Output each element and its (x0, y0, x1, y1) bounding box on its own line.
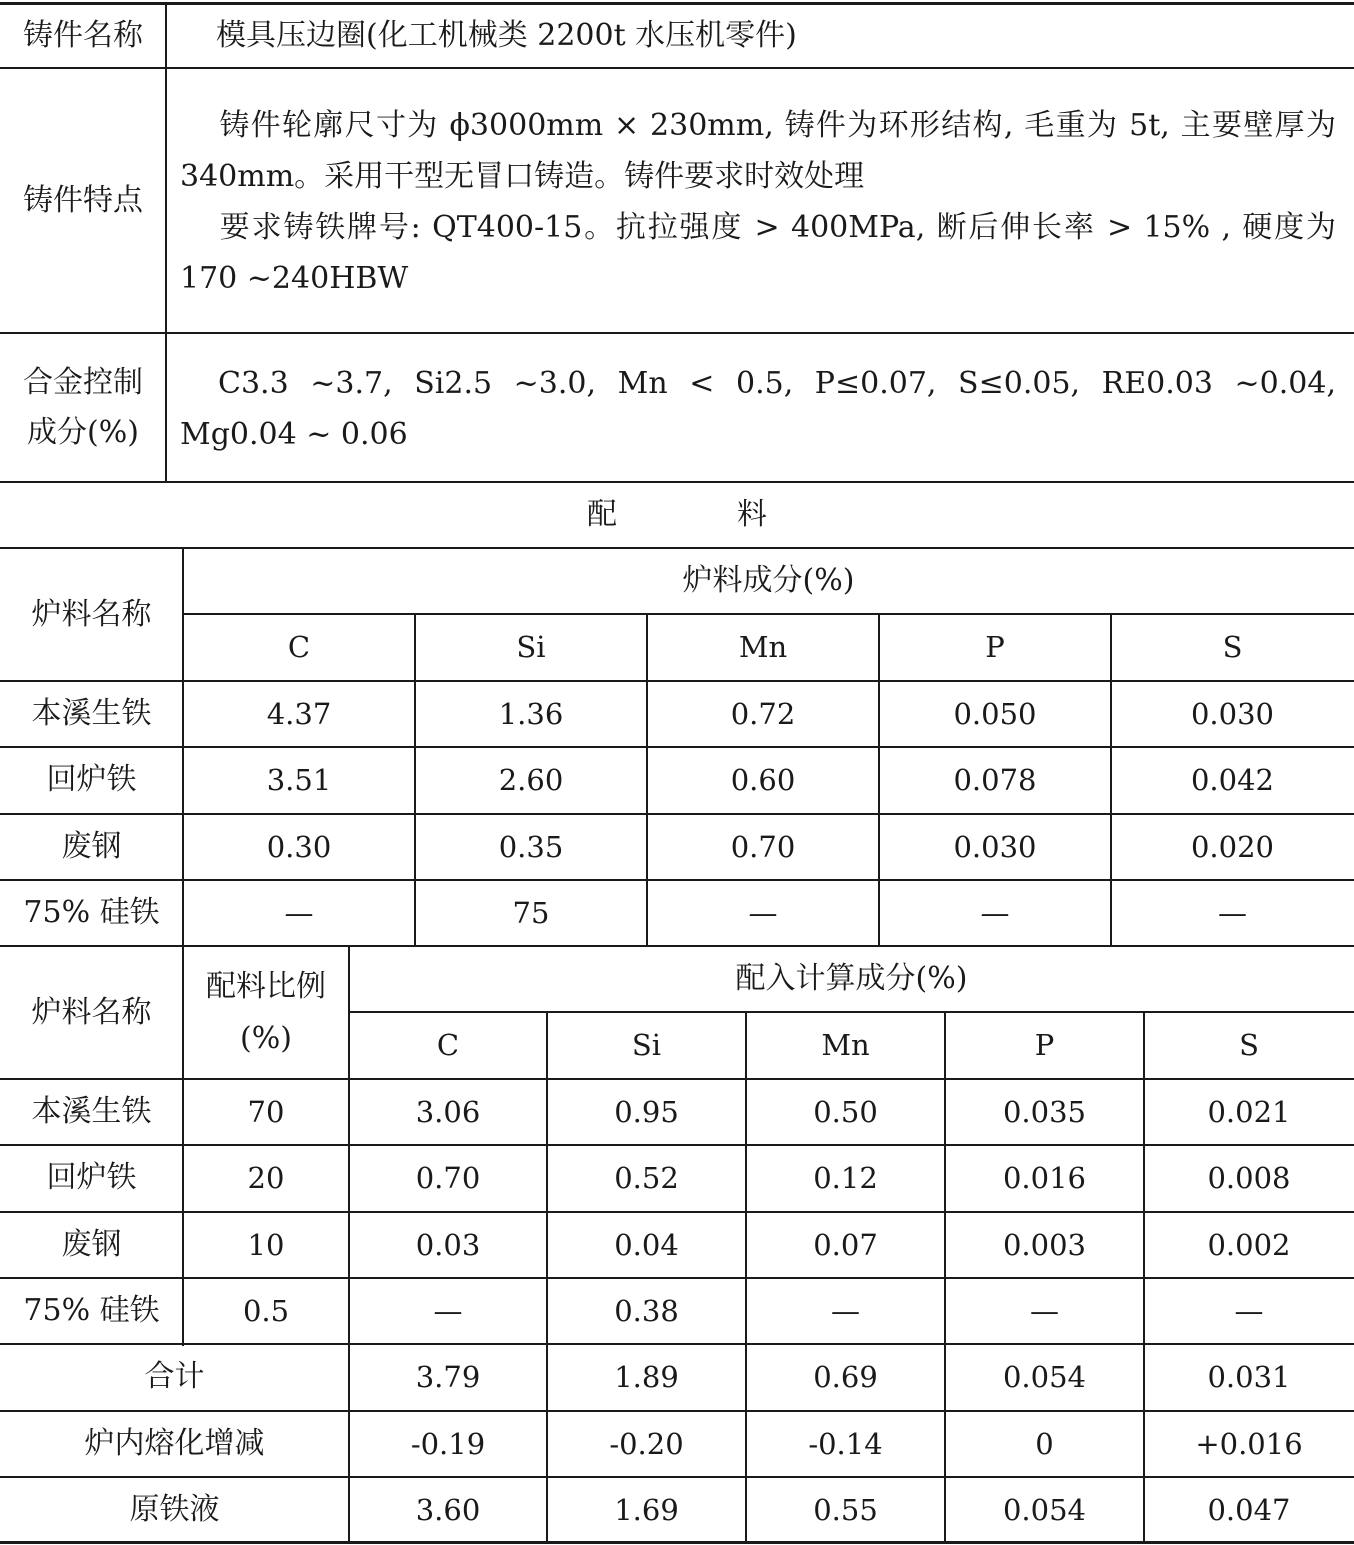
t2-cell-c: 3.06 (415, 1094, 481, 1129)
summary-cell-c: 3.60 (415, 1492, 481, 1527)
summary-cell-mn: 0.55 (813, 1492, 878, 1527)
t1-row-name: 废钢 (61, 829, 122, 865)
casting-name-label: 铸件名称 (23, 18, 143, 54)
summary-cell-s: 0.031 (1207, 1359, 1291, 1394)
t1-cell-s: 0.030 (1190, 696, 1275, 731)
summary-cell-c: -0.19 (410, 1426, 486, 1461)
t2-cell-mn: — (831, 1293, 860, 1328)
alloy-control-label (0, 333, 166, 482)
t2-group-header: 配入计算成分(%) (735, 961, 968, 997)
t1-cell-c: 4.37 (266, 696, 332, 731)
t1-cell-s: 0.042 (1190, 762, 1275, 797)
t1-cell-p: 0.050 (953, 696, 1037, 731)
t2-row-ratio: 70 (247, 1094, 285, 1129)
summary-cell-si: 1.69 (614, 1492, 679, 1527)
t2-cell-s: — (1234, 1293, 1264, 1328)
t2-row-ratio: 0.5 (242, 1293, 290, 1328)
t2-row-ratio: 10 (247, 1227, 285, 1262)
t1-cell-mn: 0.70 (730, 829, 796, 864)
t1-col-header-p: P (985, 630, 1005, 665)
summary-row-name: 炉内熔化增减 (84, 1426, 265, 1462)
features-paragraph-1: 铸件轮廓尺寸为 ϕ3000mm × 230mm, 铸件为环形结构, 毛重为 5t, 主要壁厚为 340mm。采用干型无冒口铸造。铸件要求时效处理 (180, 108, 1336, 194)
t2-col-header-mn: Mn (821, 1028, 870, 1063)
summary-cell-si: -0.20 (609, 1426, 684, 1461)
t2-cell-c: — (433, 1293, 463, 1328)
t2-cell-mn: 0.50 (813, 1094, 878, 1129)
t1-col-header-si: Si (516, 630, 546, 665)
t2-ratio-header (183, 946, 349, 1079)
t1-col-header-mn: Mn (738, 630, 788, 665)
t1-cell-p: 0.030 (953, 829, 1037, 864)
t2-cell-c: 0.03 (415, 1227, 481, 1262)
alloy-label-line-2: 成分(%) (27, 414, 139, 450)
t1-cell-mn: 0.72 (730, 696, 796, 731)
t1-group-header: 炉料成分(%) (682, 563, 855, 599)
t1-cell-si: 2.60 (498, 762, 564, 797)
t2-cell-si: 0.38 (614, 1293, 679, 1328)
alloy-composition: C3.3 ~3.7, Si2.5 ~3.0, Mn < 0.5, P≤0.07, S≤0.05, RE0.03 ~0.04, Mg0.04 ~ 0.06 (180, 366, 1336, 452)
t2-cell-mn: 0.12 (813, 1160, 878, 1195)
t1-cell-mn: 0.60 (730, 762, 796, 797)
summary-cell-s: +0.016 (1195, 1426, 1303, 1461)
t2-cell-p: 0.003 (1002, 1227, 1087, 1262)
alloy-control-text (180, 358, 1336, 460)
features-paragraph-2: 要求铸铁牌号: QT400-15。抗拉强度 > 400MPa, 断后伸长率 > 15% , 硬度为 170 ~240HBW (180, 210, 1336, 296)
t1-row-name: 75% 硅铁 (23, 895, 160, 931)
t2-row-name: 75% 硅铁 (23, 1293, 160, 1329)
t2-cell-p: 0.016 (1002, 1160, 1087, 1195)
summary-cell-mn: -0.14 (808, 1426, 883, 1461)
t2-cell-si: 0.52 (614, 1160, 679, 1195)
t2-row-name: 回炉铁 (46, 1160, 137, 1196)
ratio-header-line-1: 配料比例 (206, 968, 326, 1004)
summary-cell-p: 0.054 (1002, 1492, 1087, 1527)
t2-row-ratio: 20 (247, 1160, 285, 1195)
t1-cell-si: 0.35 (498, 829, 564, 864)
ratio-header-line-2: (%) (240, 1020, 292, 1056)
t1-cell-s: 0.020 (1190, 829, 1275, 864)
t1-col-header-c: C (287, 630, 311, 665)
t1-cell-p: 0.078 (953, 762, 1037, 797)
t2-cell-si: 0.95 (614, 1094, 679, 1129)
t2-cell-p: — (1030, 1293, 1059, 1328)
summary-cell-p: 0.054 (1002, 1359, 1087, 1394)
charge-section-title: 配 料 (587, 497, 767, 533)
t1-row-name: 回炉铁 (46, 762, 137, 798)
t1-cell-c: — (284, 895, 314, 930)
t1-cell-si: 75 (512, 895, 550, 930)
casting-name-value: 模具压边圈(化工机械类 2200t 水压机零件) (216, 18, 797, 54)
t2-cell-si: 0.04 (614, 1227, 679, 1262)
t2-cell-s: 0.002 (1207, 1227, 1291, 1262)
alloy-label-line-1: 合金控制 (23, 364, 143, 400)
summary-cell-p: 0 (1035, 1426, 1054, 1461)
casting-features-text (180, 100, 1336, 304)
t2-col-header-si: Si (631, 1028, 662, 1063)
t2-row-name: 废钢 (61, 1227, 122, 1263)
divider (0, 332, 1354, 334)
t1-cell-c: 0.30 (266, 829, 332, 864)
t2-cell-mn: 0.07 (813, 1227, 878, 1262)
t2-name-header: 炉料名称 (31, 994, 152, 1030)
t2-col-header-c: C (436, 1028, 460, 1063)
t1-cell-s: — (1218, 895, 1247, 930)
summary-cell-c: 3.79 (415, 1359, 481, 1394)
t2-col-header-p: P (1034, 1028, 1055, 1063)
summary-row-name: 合计 (144, 1359, 205, 1395)
t2-cell-s: 0.008 (1207, 1160, 1291, 1195)
t2-row-name: 本溪生铁 (31, 1094, 152, 1130)
t1-col-header-s: S (1222, 630, 1243, 665)
t2-col-header-s: S (1239, 1028, 1259, 1063)
t2-cell-p: 0.035 (1002, 1094, 1087, 1129)
t1-cell-p: — (980, 895, 1010, 930)
summary-cell-mn: 0.69 (813, 1359, 878, 1394)
t2-cell-s: 0.021 (1207, 1094, 1291, 1129)
t1-cell-c: 3.51 (266, 762, 332, 797)
t1-name-header: 炉料名称 (31, 596, 152, 632)
t1-row-name: 本溪生铁 (31, 696, 152, 732)
t1-cell-mn: — (748, 895, 778, 930)
t2-cell-c: 0.70 (415, 1160, 481, 1195)
summary-cell-si: 1.89 (614, 1359, 679, 1394)
summary-cell-s: 0.047 (1207, 1492, 1291, 1527)
summary-row-name: 原铁液 (129, 1492, 220, 1528)
casting-features-label: 铸件特点 (23, 182, 143, 218)
t1-cell-si: 1.36 (498, 696, 564, 731)
